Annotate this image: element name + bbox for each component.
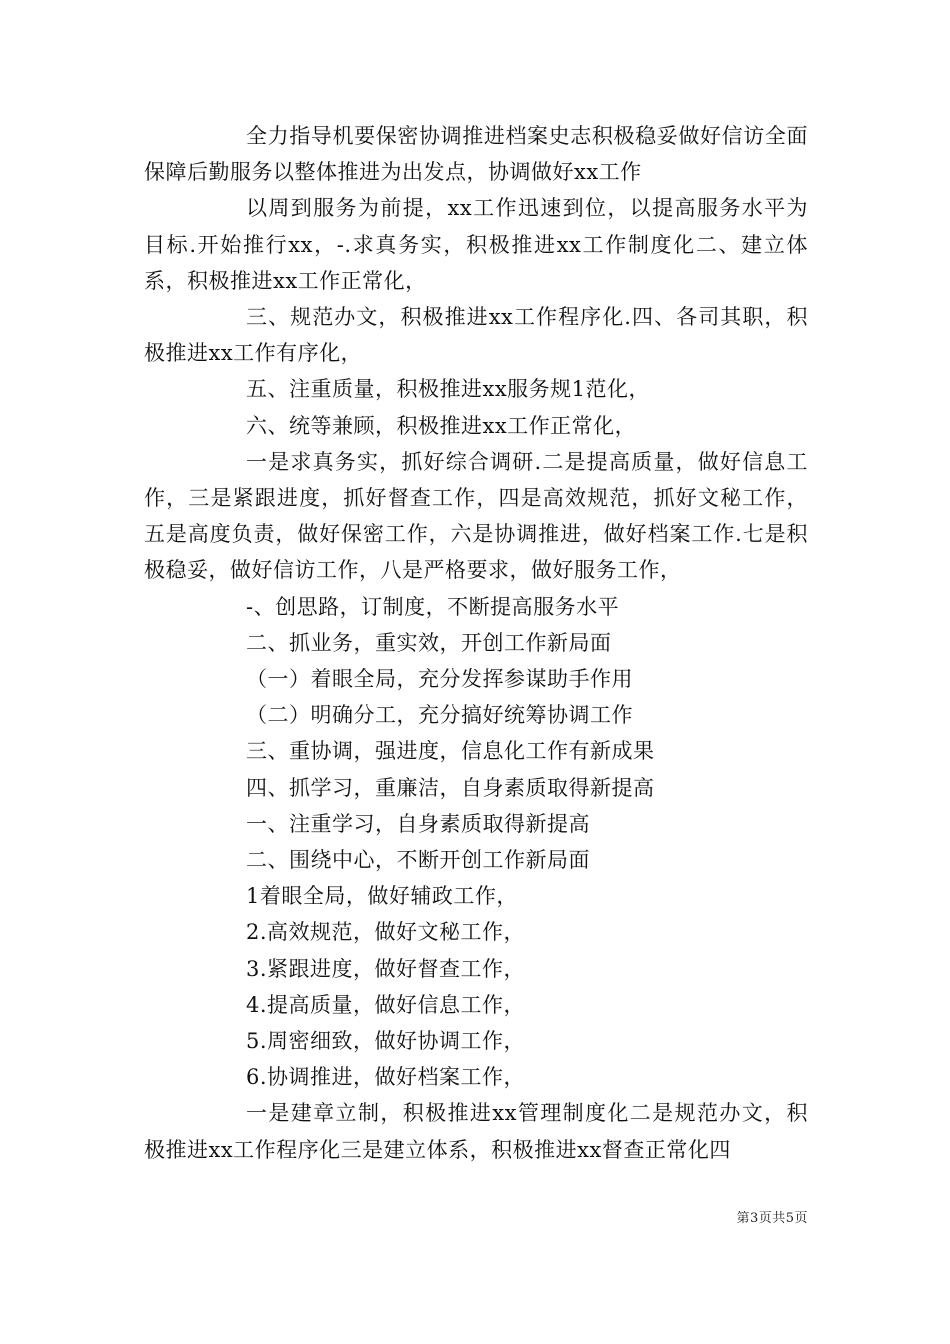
list-item: 二、围绕中心，不断开创工作新局面: [246, 848, 590, 873]
list-item: 三、重协调，强进度，信息化工作有新成果: [246, 739, 655, 764]
paragraph-3: 三、规范办文，积极推进xx工作程序化.四、各司其职，积极推进xx工作有序化，: [144, 305, 808, 366]
list-item: 6.协调推进，做好档案工作，: [246, 1065, 526, 1090]
paragraph-5: 六、统等兼顾，积极推进xx工作正常化，: [246, 413, 637, 438]
list-item: 四、抓学习，重廉洁，自身素质取得新提高: [246, 775, 655, 800]
list-item: 一、注重学习，自身素质取得新提高: [246, 811, 590, 836]
page-number-footer: 第3页共5页: [736, 1211, 808, 1226]
list-item: -、创思路，订制度，不断提高服务水平: [246, 594, 620, 619]
paragraph-2: 以周到服务为前提，xx工作迅速到位，以提高服务水平为目标.开始推行xx，-.求真务实，积极推进xx工作制度化二、建立体系，积极推进xx工作正常化，: [144, 196, 808, 293]
list-item: 4.提高质量，做好信息工作，: [246, 992, 526, 1017]
list-item: 2.高效规范，做好文秘工作，: [246, 920, 526, 945]
list-item: 5.周密细致，做好协调工作，: [246, 1029, 526, 1054]
document-body: [144, 118, 808, 1168]
paragraph-6: 一是求真务实，抓好综合调研.二是提高质量，做好信息工作，三是紧跟进度，抓好督查工作，四是高效规范，抓好文秘工作，五是高度负责，做好保密工作，六是协调推进，做好档案工作.七是积极稳妥，做好信访工作，八是严格要求，做好服务工作，: [144, 449, 808, 583]
list-item: 3.紧跟进度，做好督查工作，: [246, 956, 526, 981]
paragraph-4: 五、注重质量，积极推进xx服务规1范化，: [246, 377, 651, 402]
closing-paragraph: 一是建章立制，积极推进xx管理制度化二是规范办文，积极推进xx工作程序化三是建立体系，积极推进xx督查正常化四: [144, 1101, 808, 1162]
paragraph-1: 全力指导机要保密协调推进档案史志积极稳妥做好信访全面保障后勤服务以整体推进为出发点，协调做好xx工作: [144, 124, 808, 185]
list-item: （二）明确分工，充分搞好统筹协调工作: [246, 703, 633, 728]
list-item: 1着眼全局，做好辅政工作，: [246, 884, 518, 909]
list-item: 二、抓业务，重实效，开创工作新局面: [246, 630, 612, 655]
list-item: （一）着眼全局，充分发挥参谋助手作用: [246, 667, 633, 692]
